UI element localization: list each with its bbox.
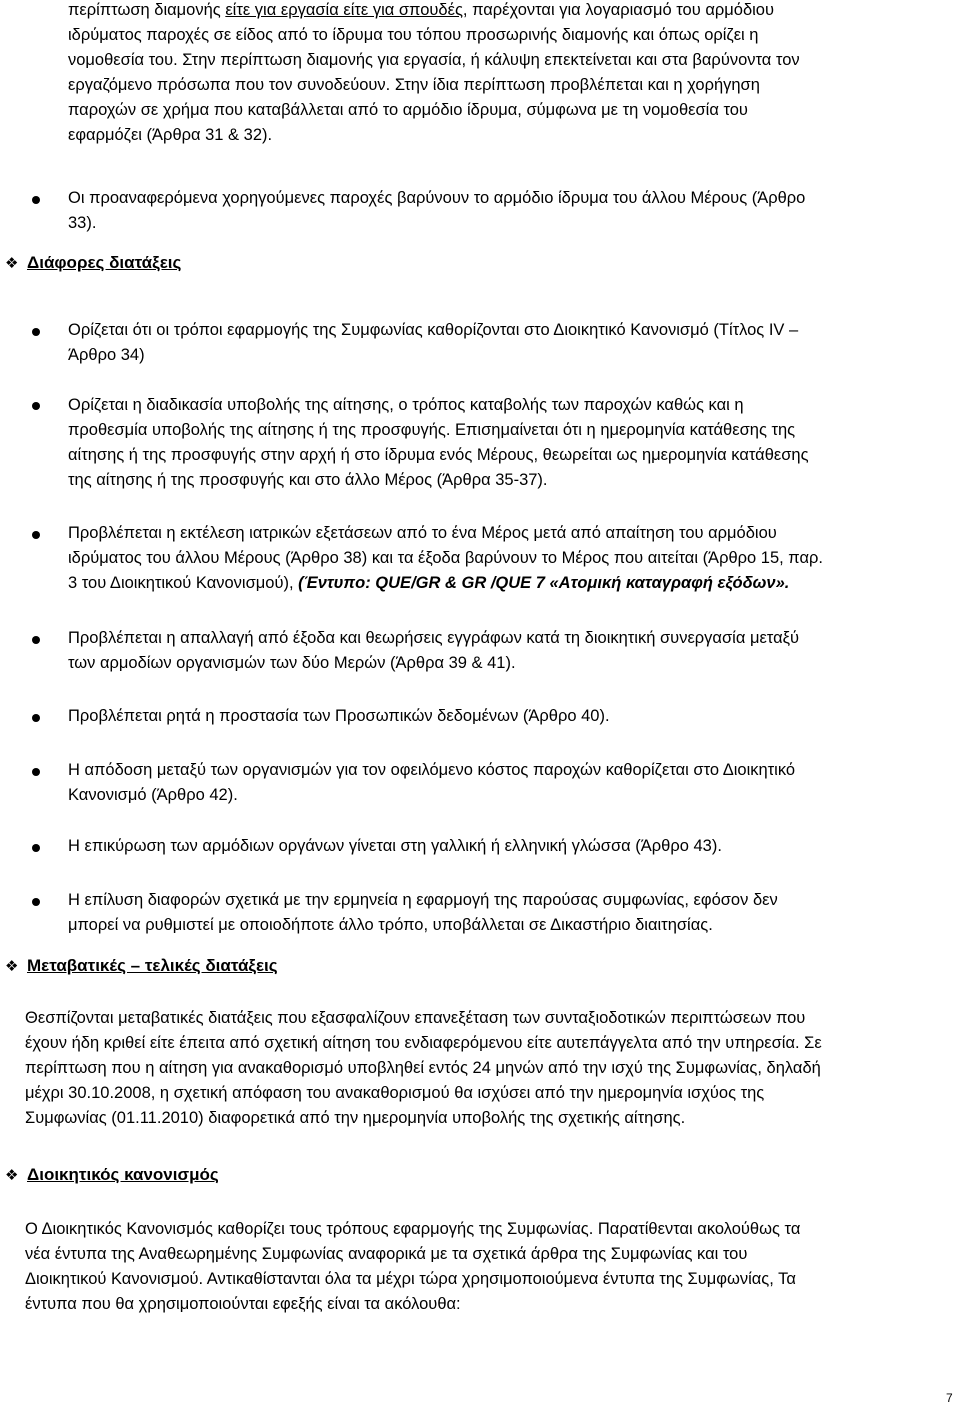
transitional-paragraph: Θεσπίζονται μεταβατικές διατάξεις που εξασφαλίζουν επανεξέταση των συνταξιοδοτικών περιπτώσεων που έχουν ήδη κριθεί είτε έπειτα από σχετική αίτηση του ενδιαφερόμενου είτε αυτεπάγγελτα από την υπηρεσία. Σε περίπτωση που η αίτηση για ανακαθορισμό υποβληθεί εντός 24 μηνών από την ισχύ της Συμφωνίας, δηλαδή μέχρι 30.10.2008, η σχετική απόφαση του ανακαθορισμού θα ισχύσει από την ημερομηνία ισχύος της Συμφωνίας (01.11.2010) διαφορετικά από την ημερομηνία υποβολής της σχετικής αίτησης. [25, 1009, 822, 1127]
admin-paragraph: Ο Διοικητικός Κανονισμός καθορίζει τους τρόπους εφαρμογής της Συμφωνίας. Παρατίθενται ακολούθως τα νέα έντυπα της Αναθεωρημένης Συμφωνίας αναφορικά με τα σχετικά άρθρα της Συμφωνίας και του Διοικητικού Κανονισμού. Αντικαθίστανται όλα τα μέχρι τώρα χρησιμοποιούμενα έντυπα της Συμφωνίας, Τα έντυπα που θα χρησιμοποιούνται εφεξής είναι τα ακόλουθα: [25, 1220, 801, 1313]
intro-line-5: παροχών σε χρήμα που καταβάλλεται από το αρμόδιο ίδρυμα, σύμφωνα με τη νομοθεσία του [68, 101, 748, 119]
intro-line-6: εφαρμόζει (Άρθρα 31 & 32). [68, 126, 273, 144]
intro-line-1: περίπτωση διαμονής είτε για εργασία είτε για σπουδές, παρέχονται για λογαριασμό του αρμόδιου [68, 1, 774, 19]
bullet-paragraph: Ορίζεται ότι οι τρόποι εφαρμογής της Συμφωνίας καθορίζονται στο Διοικητικό Κανονισμό (Τίτλος IV – Άρθρο 34) [68, 321, 799, 364]
bullet-icon [32, 531, 40, 539]
diamond-bullet-icon: ❖ [5, 1167, 19, 1184]
intro-line-4: εργαζόμενο πρόσωπα που τον συνοδεύουν. Στην ίδια περίπτωση προβλέπεται και η χορήγηση [68, 76, 760, 94]
bullet-paragraph: Προβλέπεται η απαλλαγή από έξοδα και θεωρήσεις εγγράφων κατά τη διοικητική συνεργασία μεταξύ των αρμοδίων οργανισμών των δύο Μερών (Άρθρα 39 & 41). [68, 629, 800, 672]
bullet-icon [32, 898, 40, 906]
bullet-icon [32, 402, 40, 410]
bullet-paragraph: Προβλέπεται ρητά η προστασία των Προσωπικών δεδομένων (Άρθρο 40). [68, 707, 610, 725]
bullet-icon [32, 328, 40, 336]
diamond-bullet-icon: ❖ [5, 255, 19, 272]
bullet-paragraph: Η επίλυση διαφορών σχετικά με την ερμηνεία η εφαρμογή της παρούσας συμφωνίας, εφόσον δεν μπορεί να ρυθμιστεί με οποιοδήποτε άλλο τρόπο, υποβάλλεται σε Δικαστήριο διαιτησίας. [68, 891, 778, 934]
section-heading-admin: ❖ Διοικητικός κανονισμός [5, 1163, 219, 1188]
bullet-icon [32, 636, 40, 644]
bullet-icon [32, 196, 40, 204]
intro-line-3: νομοθεσία του. Στην περίπτωση διαμονής για εργασία, ή κάλυψη επεκτείνεται και στα βαρύνοντα τον [68, 51, 800, 69]
intro-line-2: ιδρύματος παροχές σε είδος από το ίδρυμα του τόπου προσωρινής διαμονής και όπως ορίζει η [68, 26, 759, 44]
section-heading-misc: ❖ Διάφορες διατάξεις [5, 251, 181, 276]
bullet-icon [32, 844, 40, 852]
bullet-paragraph: Η απόδοση μεταξύ των οργανισμών για τον οφειλόμενο κόστος παροχών καθορίζεται στο Διοικητικό Κανονισμό (Άρθρο 42). [68, 761, 796, 804]
section-heading-transitional: ❖ Μεταβατικές – τελικές διατάξεις [5, 954, 278, 979]
bullet-icon [32, 768, 40, 776]
bullet-paragraph: Προβλέπεται η εκτέλεση ιατρικών εξετάσεων από το ένα Μέρος μετά από απαίτηση του αρμόδιου ιδρύματος του άλλου Μέρους (Άρθρο 38) και τα έξοδα βαρύνουν το Μέρος που αιτείται (Άρθρο 15, παρ. 3 του Διοικητικού Κανονισμού), (Έντυπο: QUE/GR & GR /QUE 7 «Ατομική καταγραφή εξόδων». [68, 524, 823, 592]
page-number: 7 [946, 1391, 953, 1405]
intro-paragraph [68, 0, 956, 148]
diamond-bullet-icon: ❖ [5, 958, 19, 975]
bullet-paragraph: Οι προαναφερόμενα χορηγούμενες παροχές βαρύνουν το αρμόδιο ίδρυμα του άλλου Μέρους (Άρθρο 33). [68, 189, 806, 232]
bullet-icon [32, 714, 40, 722]
bullet-paragraph: Ορίζεται η διαδικασία υποβολής της αίτησης, ο τρόπος καταβολής των παροχών καθώς και η προθεσμία υποβολής της αίτησης ή της προσφυγής. Επισημαίνεται ότι η ημερομηνία κατάθεσης της αίτησης ή της προσφυγής στην αρχή ή στο ίδρυμα ενός Μέρους, θεωρείται ως ημερομηνία κατάθεσης της αίτησης ή της προσφυγής και στο άλλο Μέρος (Άρθρα 35-37). [68, 396, 809, 489]
bullet-paragraph: Η επικύρωση των αρμόδιων οργάνων γίνεται στη γαλλική ή ελληνική γλώσσα (Άρθρο 43). [68, 837, 722, 855]
